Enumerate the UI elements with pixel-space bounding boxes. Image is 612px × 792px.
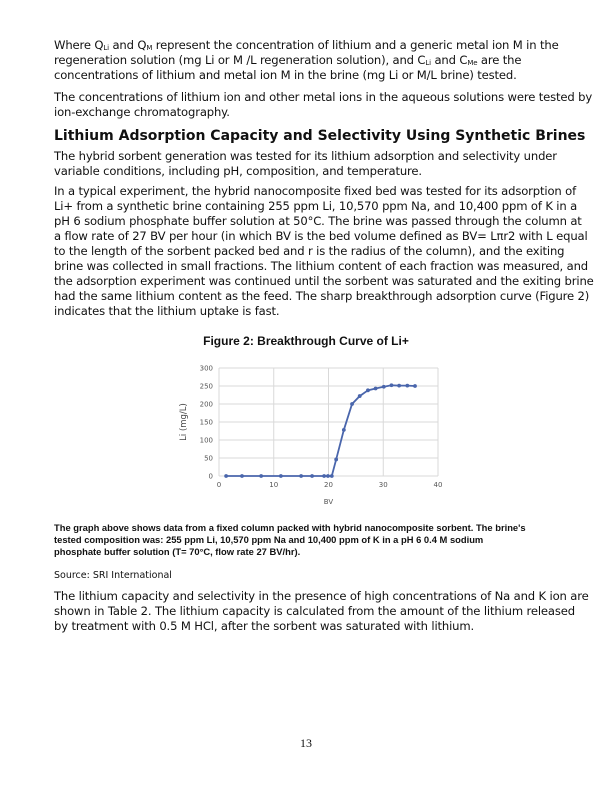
x-tick-label: 10 [269,481,279,489]
para4-line: In a typical experiment, the hybrid nanocomposite fixed bed was tested for its adsorption of [54,184,577,198]
figure-title: Figure 2: Breakthrough Curve of Li+ [203,334,409,348]
data-point [390,383,394,387]
para4-line: to the length of the sorbent packed bed and r is the radius of the column), and the exiting [54,244,565,258]
series-line [226,385,415,476]
data-point [299,474,303,478]
data-point [326,474,330,478]
para3-line: variable conditions, including pH, composition, and temperature. [54,164,422,178]
data-point [358,394,362,398]
para2-line: The concentrations of lithium ion and other metal ions in the aqueous solutions were tested by [54,90,593,104]
x-tick-label: 40 [433,481,443,489]
y-axis-label: Li (mg/L) [179,403,189,441]
para5-line: shown in Table 2. The lithium capacity is calculated from the amount of the lithium released [54,604,575,618]
x-axis-label: BV [323,498,334,506]
data-point [330,474,334,478]
x-tick-label: 20 [324,481,333,489]
para4-line: brine was collected in small fractions. The lithium content of each fraction was measured, and [54,259,588,273]
para2-line: ion-exchange chromatography. [54,105,230,119]
data-point [240,474,244,478]
y-tick-label: 0 [208,472,213,481]
para5-line: The lithium capacity and selectivity in the presence of high concentrations of Na and K ion are [54,589,589,603]
data-point [413,384,417,388]
data-point [279,474,283,478]
source-note: Source: SRI International [54,570,172,581]
para1-line: regeneration solution (mg Li or M /L regeneration solution), and $C_{Li}$ and $C_{Me}$ are the [54,53,522,67]
para4-line: a flow rate of 27 BV per hour (in which BV is the bed volume defined as BV= Lπr2 with L equal [54,229,588,243]
data-point [382,385,386,389]
y-tick-label: 200 [199,400,213,409]
data-point [405,384,409,388]
data-point [310,474,314,478]
y-tick-label: 250 [199,382,213,391]
x-tick-label: 0 [216,481,222,489]
caption-line: phosphate buffer solution (T= 70°C, flow rate 27 BV/hr). [54,546,301,557]
y-tick-label: 50 [204,454,213,463]
x-tick-label: 30 [378,481,388,489]
para4-line: Li+ from a synthetic brine containing 255 ppm Li, 10,570 ppm Na, and 10,400 ppm of K in a [54,199,578,213]
caption-line: The graph above shows data from a fixed column packed with hybrid nanocomposite sorbent. The brine's [54,522,526,533]
para5-line: by treatment with 0.5 M HCl, after the sorbent was saturated with lithium. [54,619,475,633]
para1-line: Where $Q_{Li}$ and $Q_M$ represent the concentration of lithium and a generic metal ion M in the [54,38,559,52]
data-point [374,387,378,391]
data-point [322,474,326,478]
y-tick-label: 100 [199,436,213,445]
para4-line: pH 6 sodium phosphate buffer solution at 50°C. The brine was passed through the column at [54,214,582,228]
para3-line: The hybrid sorbent generation was tested for its lithium adsorption and selectivity under [54,149,557,163]
data-point [397,384,401,388]
data-point [334,458,338,462]
para4-line: the adsorption experiment was continued until the sorbent was saturated and the exiting brine [54,274,594,288]
caption-line: tested composition was: 255 ppm Li, 10,570 ppm Na and 10,400 ppm of K in a pH 6 0.4 M sodium [54,534,484,545]
data-point [366,388,370,392]
y-tick-label: 150 [199,418,213,427]
page-number: 13 [300,736,312,750]
data-point [259,474,263,478]
y-tick-label: 300 [199,364,213,373]
breakthrough-chart [160,350,460,510]
data-point [224,474,228,478]
section-heading: Lithium Adsorption Capacity and Selectivity Using Synthetic Brines [54,128,586,144]
para1-line: concentrations of lithium and metal ion M in the brine (mg Li or M/L brine) tested. [54,68,517,82]
para4-line: indicates that the lithium uptake is fast. [54,304,280,318]
para4-line: had the same lithium content as the feed. The sharp breakthrough adsorption curve (Figure 2) [54,289,590,303]
data-point [350,402,354,406]
data-point [342,428,346,432]
